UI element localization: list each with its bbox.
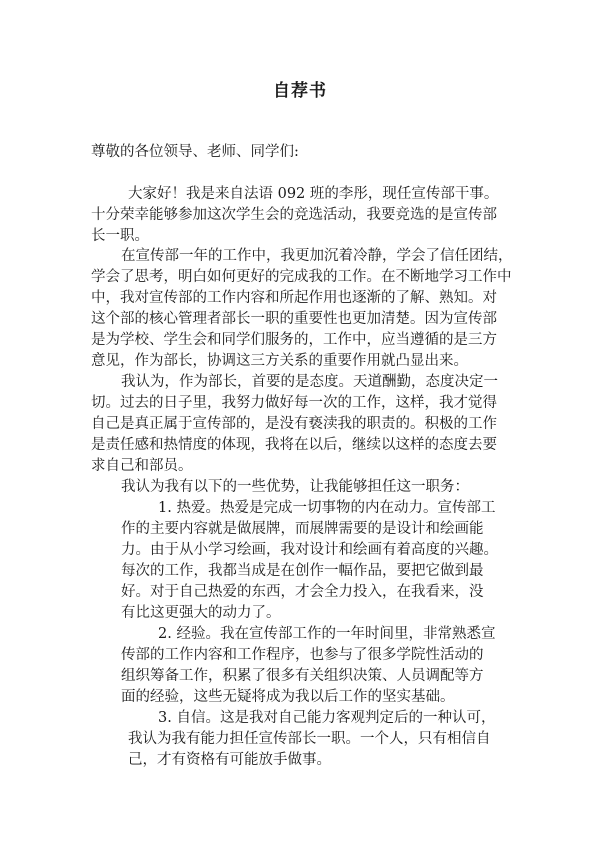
text-line: 这个部的核心管理者部长一职的重要性也更加清楚。因为宣传部 [91,311,497,327]
text-line: 求自己和部员。 [91,458,193,474]
text-line: 是责任感和热情度的体现，我将在以后，继续以这样的态度去要 [91,437,497,453]
text-line: 意见，作为部长，协调这三方关系的重要作用就凸显出来。 [91,353,468,369]
list-item-heading: 2. 经验。我在宣传部工作的一年时间里，非常熟悉宣 [158,626,496,642]
text-line: 在宣传部一年的工作中，我更加沉着冷静，学会了信任团结， [121,248,513,264]
text-line: 我认为，作为部长，首要的是态度。天道酬勤，态度决定一 [121,374,498,390]
text-line: 己，才有资格有可能放手做事。 [128,752,331,768]
text-line: 自己是真正属于宣传部的，是没有亵渎我的职责的。积极的工作 [91,416,497,432]
text-line: 有比这更强大的动力了。 [121,605,281,621]
text-line: 组织筹备工作，积累了很多有关组织决策、人员调配等方 [121,668,484,684]
text-line: 力。由于从小学习绘画，我对设计和绘画有着高度的兴趣。 [121,542,498,558]
text-line: 作的主要内容就是做展牌，而展牌需要的是设计和绘画能 [121,521,484,537]
text-line: 是为学校、学生会和同学们服务的，工作中，应当遵循的是三方 [91,332,497,348]
document-title: 自荐书 [273,81,327,101]
text-line: 中，我对宣传部的工作内容和所起作用也逐渐的了解、熟知。对 [91,290,497,306]
text-line: 学会了思考，明白如何更好的完成我的工作。在不断地学习工作中 [91,269,512,285]
text-line: 切。过去的日子里，我努力做好每一次的工作，这样，我才觉得 [91,395,497,411]
text-line: 好。对于自己热爱的东西，才会全力投入，在我看来，没 [121,584,484,600]
text-line: 长一职。 [91,228,149,244]
text-line: 我认为我有以下的一些优势，让我能够担任这一职务： [121,479,469,495]
text-line: 面的经验，这些无疑将成为我以后工作的坚实基础。 [121,689,455,705]
text-line: 十分荣幸能够参加这次学生会的竞选活动，我要竞选的是宣传部 [91,207,497,223]
salutation: 尊敬的各位领导、老师、同学们: [91,144,299,160]
text-line: 我认为我有能力担任宣传部长一职。一个人，只有相信自 [128,731,491,747]
list-item-heading: 1. 热爱。热爱是完成一切事物的内在动力。宣传部工 [158,500,496,516]
list-item-heading: 3. 自信。这是我对自己能力客观判定后的一种认可， [158,710,496,726]
text-line: 每次的工作，我都当成是在创作一幅作品，要把它做到最 [121,563,484,579]
text-line: 传部的工作内容和工作程序，也参与了很多学院性活动的 [121,647,484,663]
text-line: 大家好！我是来自法语 092 班的李彤，现任宣传部干事。 [128,186,499,202]
